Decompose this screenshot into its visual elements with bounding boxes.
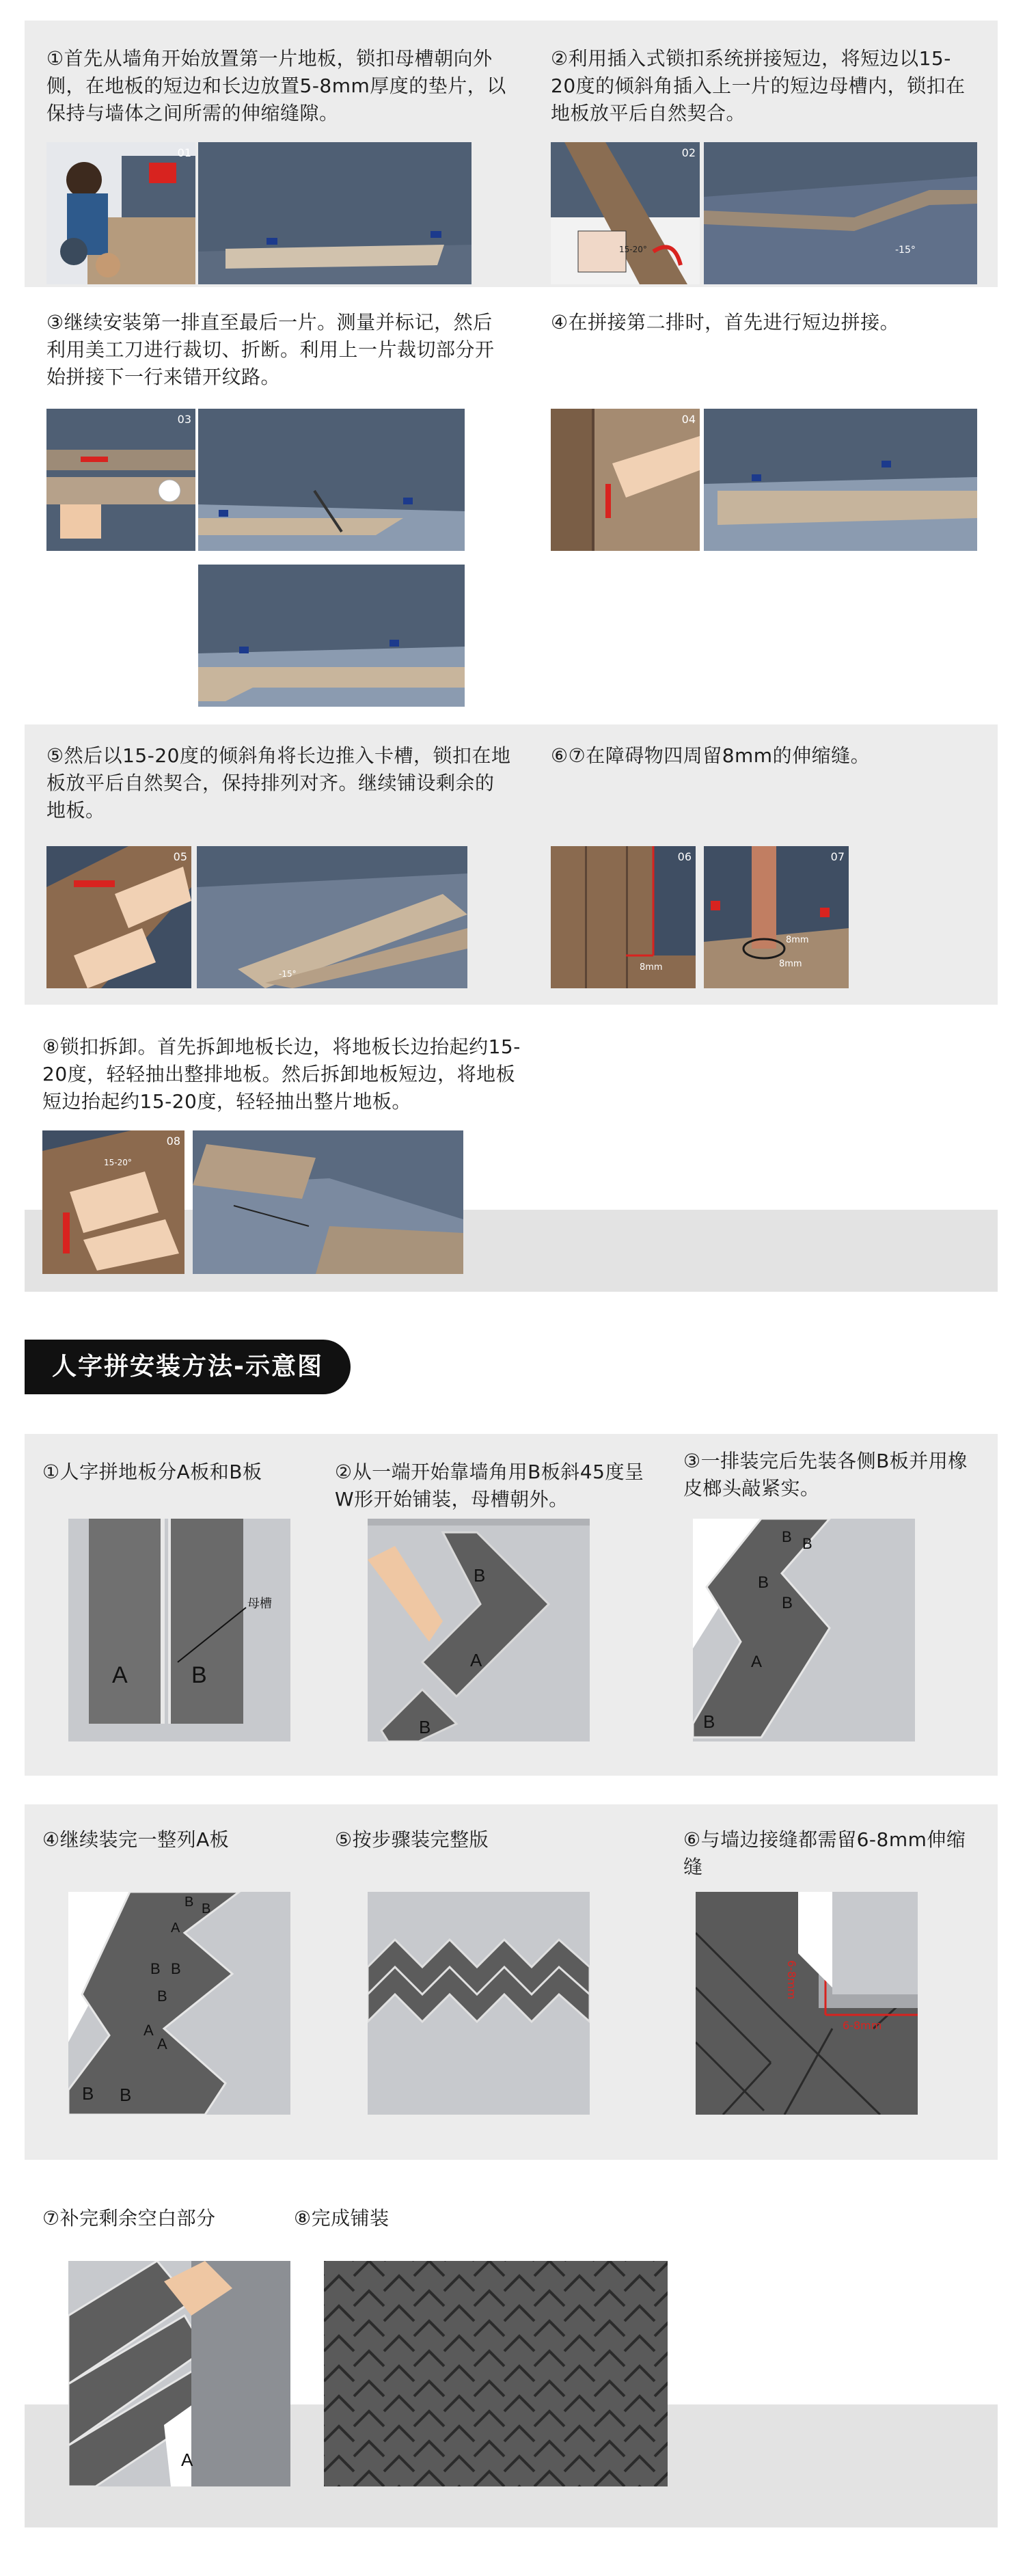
hb-6-gap-horizontal-label: 6-8mm xyxy=(843,2019,882,2032)
hb-7-diagram xyxy=(68,2261,290,2486)
step-4-photo-hands xyxy=(551,409,700,551)
hb-2-label-1: B xyxy=(474,1565,486,1586)
hb-3-diagram xyxy=(693,1519,915,1741)
step-8-photo-hands xyxy=(42,1130,184,1274)
step-4-text: ④在拼接第二排时，首先进行短边拼接。 xyxy=(551,311,900,334)
hb-4-diagram xyxy=(68,1892,290,2115)
hb-4-text: ④继续装完一整列A板 xyxy=(42,1828,230,1851)
hb-1-label-b: B xyxy=(191,1662,207,1688)
hb-6-text: ⑥与墙边接缝都需留6-8mm伸缩缝 xyxy=(683,1828,966,1878)
step-67-text: ⑥⑦在障碍物四周留8mm的伸缩缝。 xyxy=(551,744,871,767)
step-8-photo-floor xyxy=(193,1130,463,1274)
hb-6-diagram xyxy=(696,1892,918,2115)
step-6-badge: 06 xyxy=(677,850,692,863)
hb-4-label-7: A xyxy=(144,2022,154,2039)
step-3-text: ③继续安装第一排直至最后一片。测量并标记，然后利用美工刀进行裁切、折断。利用上一片裁切部分开始拼接下一行来错开纹路。 xyxy=(46,311,495,388)
hb-3-label-1: B xyxy=(782,1528,792,1545)
step-8-text: ⑧锁扣拆卸。首先拆卸地板长边，将地板长边抬起约15-20度，轻轻抽出整排地板。然后拆卸地板短边，将地板短边抬起约15-20度，轻轻抽出整片地板。 xyxy=(42,1035,521,1113)
step-5-text: ⑤然后以15-20度的倾斜角将长边推入卡槽，锁扣在地板放平后自然契合，保持排列对齐。继续铺设剩余的地板。 xyxy=(46,744,511,822)
hb-5-text: ⑤按步骤装完整版 xyxy=(335,1828,489,1851)
hb-4-label-9: B xyxy=(82,2083,94,2104)
step-1-photo-install xyxy=(46,142,195,284)
step-5-photo-hands xyxy=(46,846,191,988)
step-1-text: ①首先从墙角开始放置第一片地板，锁扣母槽朝向外侧，在地板的短边和长边放置5-8mm厚度的垫片，以保持与墙体之间所需的伸缩缝隙。 xyxy=(46,47,506,124)
step-2-photo-hands xyxy=(551,142,700,284)
hb-4-label-4: B xyxy=(150,1960,161,1977)
hb-3-text: ③一排装完后先装各侧B板并用橡皮榔头敲紧实。 xyxy=(683,1450,968,1500)
step-5-badge: 05 xyxy=(173,850,187,863)
hb-7-label-a: A xyxy=(181,2450,193,2470)
hb-4-label-1: B xyxy=(184,1895,194,1910)
hb-2-label-3: B xyxy=(419,1717,431,1737)
step-2-photo-room xyxy=(704,142,977,284)
hb-3-label-4: B xyxy=(782,1594,793,1612)
step-4-badge: 04 xyxy=(681,413,696,426)
hb-2-label-2: A xyxy=(470,1650,482,1670)
hb-1-groove-label: 母槽 xyxy=(247,1597,272,1611)
hb-3-label-2: B xyxy=(802,1535,812,1552)
hb-6-gap-vertical-label: 6-8mm xyxy=(785,1960,798,2000)
step-5-photo-room xyxy=(197,846,467,988)
step-3-photo-room-a xyxy=(198,409,465,551)
step-4-photo-room xyxy=(704,409,977,551)
hb-4-label-2: B xyxy=(202,1901,211,1916)
step-2-badge: 02 xyxy=(681,146,696,159)
hb-4-label-3: A xyxy=(171,1921,180,1936)
step-3-photo-cut xyxy=(46,409,195,551)
step-1-photo-room xyxy=(198,142,472,284)
step-2-angle-label: 15-20° xyxy=(619,245,647,254)
step-5-angle-label: -15° xyxy=(279,969,297,979)
hb-1-label-a: A xyxy=(112,1662,128,1688)
step-7-badge: 07 xyxy=(830,850,845,863)
hb-2-text: ②从一端开始靠墙角用B板斜45度呈W形开始铺装，母槽朝外。 xyxy=(335,1461,644,1510)
hb-2-diagram xyxy=(368,1519,590,1741)
hb-4-label-10: B xyxy=(120,2085,132,2105)
step-1-badge: 01 xyxy=(177,146,191,159)
step-8-angle-label: 15-20° xyxy=(104,1158,132,1167)
step-2-text: ②利用插入式锁扣系统拼接短边，将短边以15-20度的倾斜角插入上一片的短边母槽内，锁扣在地板放平后自然契合。 xyxy=(551,47,966,124)
step-7-gap-label-2: 8mm xyxy=(779,959,802,969)
step-3-photo-room-b xyxy=(198,565,465,707)
hb-8-diagram xyxy=(324,2261,668,2486)
hb-5-diagram xyxy=(368,1892,590,2115)
step-7-photo xyxy=(704,846,849,988)
hb-4-label-8: A xyxy=(157,2035,167,2052)
step-2-angle2-label: -15° xyxy=(895,245,916,256)
hb-4-label-6: B xyxy=(157,1988,167,2005)
hb-1-diagram xyxy=(68,1519,290,1741)
step-7-gap-label-1: 8mm xyxy=(786,935,809,945)
step-8-badge: 08 xyxy=(166,1135,180,1148)
hb-3-label-5: A xyxy=(751,1653,763,1671)
step-6-gap-label: 8mm xyxy=(640,962,663,973)
step-3-badge: 03 xyxy=(177,413,191,426)
step-6-photo xyxy=(551,846,696,988)
hb-3-label-3: B xyxy=(758,1573,769,1592)
hb-7-text: ⑦补完剩余空白部分 xyxy=(42,2207,216,2229)
hb-1-text: ①人字拼地板分A板和B板 xyxy=(42,1461,262,1483)
hb-4-label-5: B xyxy=(171,1960,181,1977)
hb-8-text: ⑧完成铺装 xyxy=(294,2207,390,2229)
section-title: 人字拼安装方法-示意图 xyxy=(25,1340,351,1394)
hb-3-label-6: B xyxy=(703,1711,715,1732)
